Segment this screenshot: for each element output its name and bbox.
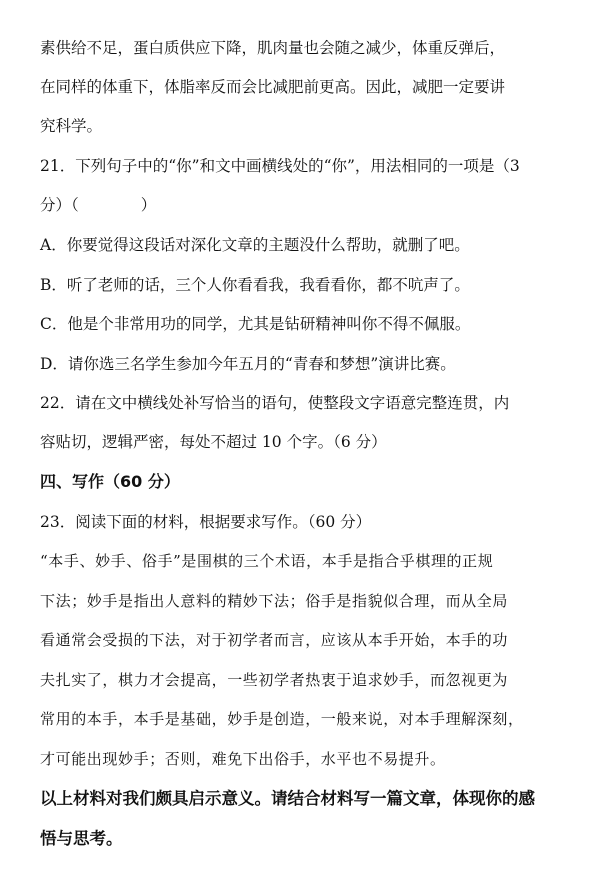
material-line: 才可能出现妙手；否则，难免下出俗手，水平也不易提升。 — [40, 750, 446, 768]
material-line: “本手、妙手、俗手”是围棋的三个术语，本手是指合乎棋理的正规 — [40, 552, 494, 570]
option-a: A．你要觉得这段话对深化文章的主题没什么帮助，就删了吧。 — [40, 236, 470, 254]
section-heading-writing: 四、写作（60 分） — [40, 472, 180, 491]
option-d: D．请你选三名学生参加今年五月的“青春和梦想”演讲比赛。 — [40, 355, 456, 373]
writing-instruction-cont: 悟与思考。 — [40, 829, 123, 848]
question-23-stem: 23．阅读下面的材料，根据要求写作。（60 分） — [40, 513, 372, 531]
passage-line: 在同样的体重下，体脂率反而会比减肥前更高。因此，减肥一定要讲 — [40, 78, 506, 96]
passage-line: 究科学。 — [40, 117, 103, 135]
material-line: 下法；妙手是指出人意料的精妙下法；俗手是指貌似合理，而从全局 — [40, 592, 509, 610]
question-21-stem-cont: 分）（ ） — [40, 196, 157, 214]
material-line: 夫扎实了，棋力才会提高，一些初学者热衷于追求妙手，而忽视更为 — [40, 671, 509, 689]
question-22-stem-cont: 容贴切，逻辑严密，每处不超过 10 个字。（6 分） — [40, 433, 387, 451]
option-b: B．听了老师的话，三个人你看看我，我看看你，都不吭声了。 — [40, 276, 470, 294]
question-21-stem: 21．下列句子中的“你”和文中画横线处的“你”，用法相同的一项是（3 — [40, 157, 520, 175]
material-line: 常用的本手，本手是基础，妙手是创造，一般来说，对本手理解深刻， — [40, 710, 524, 728]
question-22-stem: 22．请在文中横线处补写恰当的语句，使整段文字语意完整连贯，内 — [40, 394, 510, 412]
writing-instruction: 以上材料对我们颇具启示意义。请结合材料写一篇文章，体现你的感 — [40, 789, 535, 808]
passage-line: 素供给不足，蛋白质供应下降，肌肉量也会随之减少，体重反弹后， — [40, 39, 506, 57]
material-line: 看通常会受损的下法，对于初学者而言，应该从本手开始，本手的功 — [40, 631, 509, 649]
option-c: C．他是个非常用功的同学，尤其是钻研精神叫你不得不佩服。 — [40, 315, 471, 333]
